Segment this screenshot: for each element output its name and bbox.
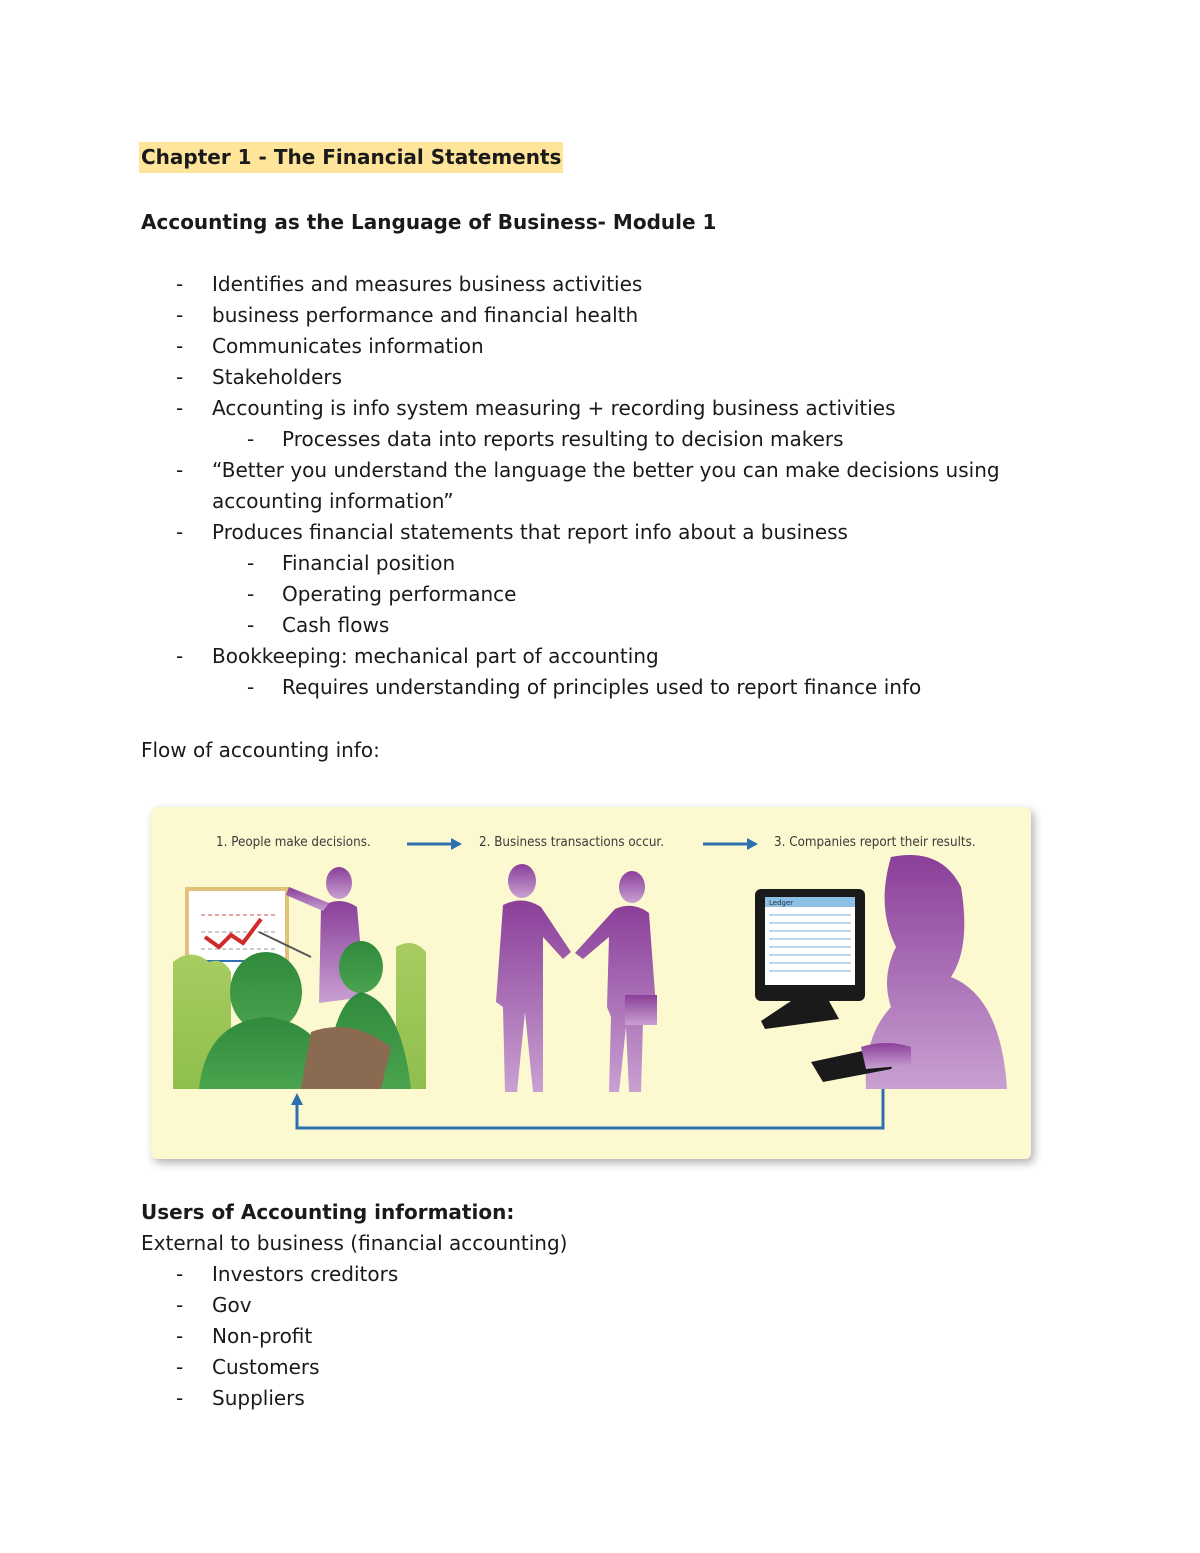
step1-label: 1. People make decisions. (216, 835, 371, 850)
list-item-text: “Better you understand the language the better you can make decisions using (212, 458, 1000, 482)
sub-list-item (141, 424, 1000, 455)
bullet-dash: - (176, 1293, 184, 1317)
bullet-dash: - (176, 396, 184, 420)
list-item-text: accounting information” (212, 489, 454, 513)
list-item-text: Investors creditors (212, 1262, 399, 1286)
bullet-dash: - (176, 365, 184, 389)
monitor-header-text: Ledger (769, 899, 794, 907)
list-item (141, 1259, 398, 1290)
bullet-dash: - (247, 613, 255, 637)
list-item (141, 300, 1000, 331)
list-item-text: Non-profit (212, 1324, 313, 1348)
arrow-icon (703, 838, 758, 850)
list-item-text: Cash flows (282, 613, 390, 637)
list-item-text: Stakeholders (212, 365, 343, 389)
return-arrow-icon (291, 1089, 883, 1128)
audience-silhouettes (173, 941, 426, 1089)
list-item-text: Customers (212, 1355, 320, 1379)
sub-list-item (141, 610, 1000, 641)
list-item-text: Processes data into reports resulting to decision makers (282, 427, 844, 451)
list-item (141, 455, 1000, 486)
list-item (141, 1352, 398, 1383)
bullet-dash: - (176, 1262, 184, 1286)
list-item-text: Gov (212, 1293, 252, 1317)
bullet-dash: - (247, 582, 255, 606)
step2-label: 2. Business transactions occur. (479, 835, 665, 850)
page-title: Chapter 1 - The Financial Statements (139, 142, 563, 173)
list-item (141, 641, 1000, 672)
flow-illustration (151, 807, 1031, 1159)
list-item-text: business performance and financial health (212, 303, 639, 327)
bullet-dash: - (176, 1324, 184, 1348)
list-item-text: Identifies and measures business activities (212, 272, 643, 296)
bullet-dash: - (247, 427, 255, 451)
handshake-silhouettes (496, 864, 657, 1092)
sub-list-item (141, 672, 1000, 703)
external-users-label: External to business (financial accounting) (141, 1231, 568, 1255)
arrow-icon (407, 838, 462, 850)
list-item (141, 1321, 398, 1352)
list-item (141, 486, 1000, 517)
sub-list-item (141, 579, 1000, 610)
users-heading: Users of Accounting information: (141, 1200, 515, 1224)
computer-monitor-icon (755, 889, 865, 1029)
bullet-dash: - (176, 644, 184, 668)
list-item-text: Financial position (282, 551, 456, 575)
list-item (141, 331, 1000, 362)
accounting-flow-figure (151, 807, 1031, 1159)
list-item-text: Produces financial statements that report info about a business (212, 520, 848, 544)
bullet-dash: - (247, 675, 255, 699)
list-item (141, 269, 1000, 300)
list-item (141, 517, 1000, 548)
list-item (141, 393, 1000, 424)
list-item (141, 362, 1000, 393)
bullet-list (141, 269, 1000, 703)
bullet-dash: - (247, 551, 255, 575)
list-item (141, 1383, 398, 1414)
flow-heading: Flow of accounting info: (141, 738, 380, 762)
list-item-text: Bookkeeping: mechanical part of accounting (212, 644, 659, 668)
step3-label: 3. Companies report their results. (774, 835, 976, 850)
list-item-text: Operating performance (282, 582, 517, 606)
list-item (141, 1290, 398, 1321)
list-item-text: Accounting is info system measuring + recording business activities (212, 396, 896, 420)
bullet-dash: - (176, 303, 184, 327)
bullet-dash: - (176, 272, 184, 296)
bullet-dash: - (176, 334, 184, 358)
users-list (141, 1259, 398, 1414)
list-item-text: Requires understanding of principles used to report finance info (282, 675, 922, 699)
list-item-text: Suppliers (212, 1386, 305, 1410)
bullet-dash: - (176, 1355, 184, 1379)
sub-list-item (141, 548, 1000, 579)
list-item-text: Communicates information (212, 334, 484, 358)
bullet-dash: - (176, 458, 184, 482)
section-heading: Accounting as the Language of Business- Module 1 (141, 210, 717, 234)
bullet-dash: - (176, 1386, 184, 1410)
bullet-dash: - (176, 520, 184, 544)
